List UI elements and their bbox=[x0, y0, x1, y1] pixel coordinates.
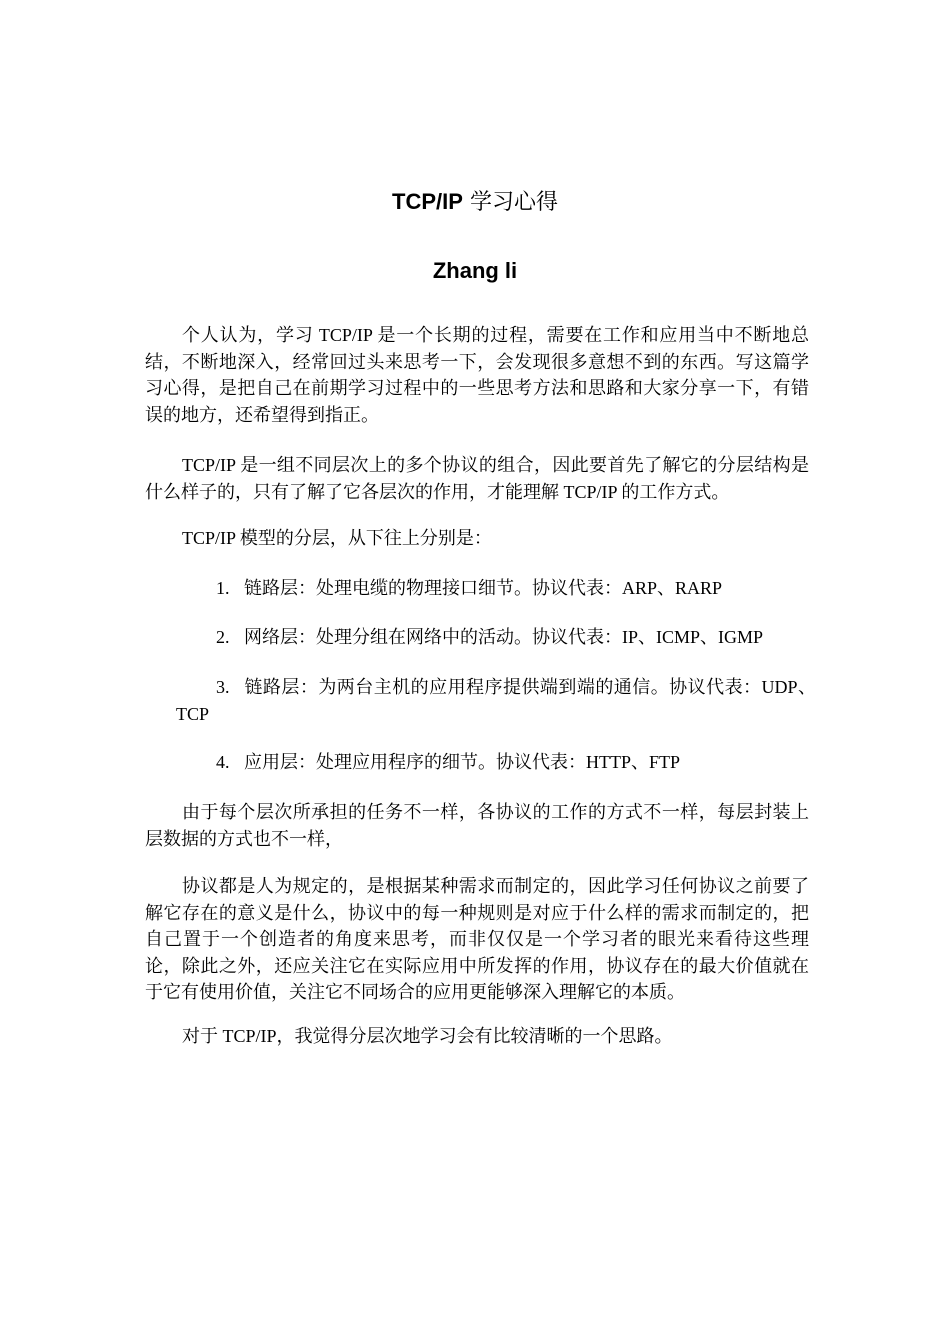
list-item-number: 4. bbox=[216, 752, 230, 772]
title-latin: TCP/IP bbox=[392, 189, 463, 214]
list-item-text: 网络层：处理分组在网络中的活动。协议代表：IP、ICMP、IGMP bbox=[244, 627, 764, 647]
title-cjk: 学习心得 bbox=[469, 190, 558, 215]
list-item bbox=[216, 575, 816, 602]
list-item-number: 2. bbox=[216, 627, 230, 647]
paragraph-model-layers: TCP/IP 模型的分层，从下往上分别是： bbox=[182, 528, 492, 548]
paragraph-conclusion: 对于 TCP/IP，我觉得分层次地学习会有比较清晰的一个思路。 bbox=[182, 1026, 673, 1046]
list-item-number: 3. bbox=[216, 677, 230, 697]
document-title bbox=[0, 185, 950, 220]
list-item-text: 链路层：处理电缆的物理接口细节。协议代表：ARP、RARP bbox=[244, 578, 723, 598]
paragraph-intro: 个人认为，学习 TCP/IP 是一个长期的过程，需要在工作和应用当中不断地总结，不断地深入，经常回过头来思考一下，会发现很多意想不到的东西。写这篇学习心得，是把自己在前期学习过程中的一些思考方法和思路和大家分享一下，有错误的地方，还希望得到指正。 bbox=[145, 325, 809, 425]
document-author: Zhang li bbox=[432, 258, 518, 283]
list-item-number: 1. bbox=[216, 578, 230, 598]
list-item-text: 链路层：为两台主机的应用程序提供端到端的通信。协议代表：UDP、TCP bbox=[176, 677, 816, 724]
list-item bbox=[216, 624, 816, 651]
list-item bbox=[176, 674, 816, 727]
list-item-text: 应用层：处理应用程序的细节。协议代表：HTTP、FTP bbox=[244, 752, 681, 772]
paragraph-protocol-meaning: 协议都是人为规定的，是根据某种需求而制定的，因此学习任何协议之前要了解它存在的意义是什么，协议中的每一种规则是对应于什么样的需求而制定的，把自己置于一个创造者的角度来思考，而非仅仅是一个学习者的眼光来看待这些理论，除此之外，还应关注它在实际应用中所发挥的作用，协议存在的最大价值就在于它有使用价值，关注它不同场合的应用更能够深入理解它的本质。 bbox=[145, 876, 809, 1002]
paragraph-layers-intro: TCP/IP 是一组不同层次上的多个协议的组合，因此要首先了解它的分层结构是什么样子的，只有了解了它各层次的作用，才能理解 TCP/IP 的工作方式。 bbox=[145, 455, 809, 502]
list-item bbox=[216, 749, 816, 776]
paragraph-encapsulation: 由于每个层次所承担的任务不一样，各协议的工作的方式不一样，每层封装上层数据的方式也不一样， bbox=[145, 802, 809, 849]
